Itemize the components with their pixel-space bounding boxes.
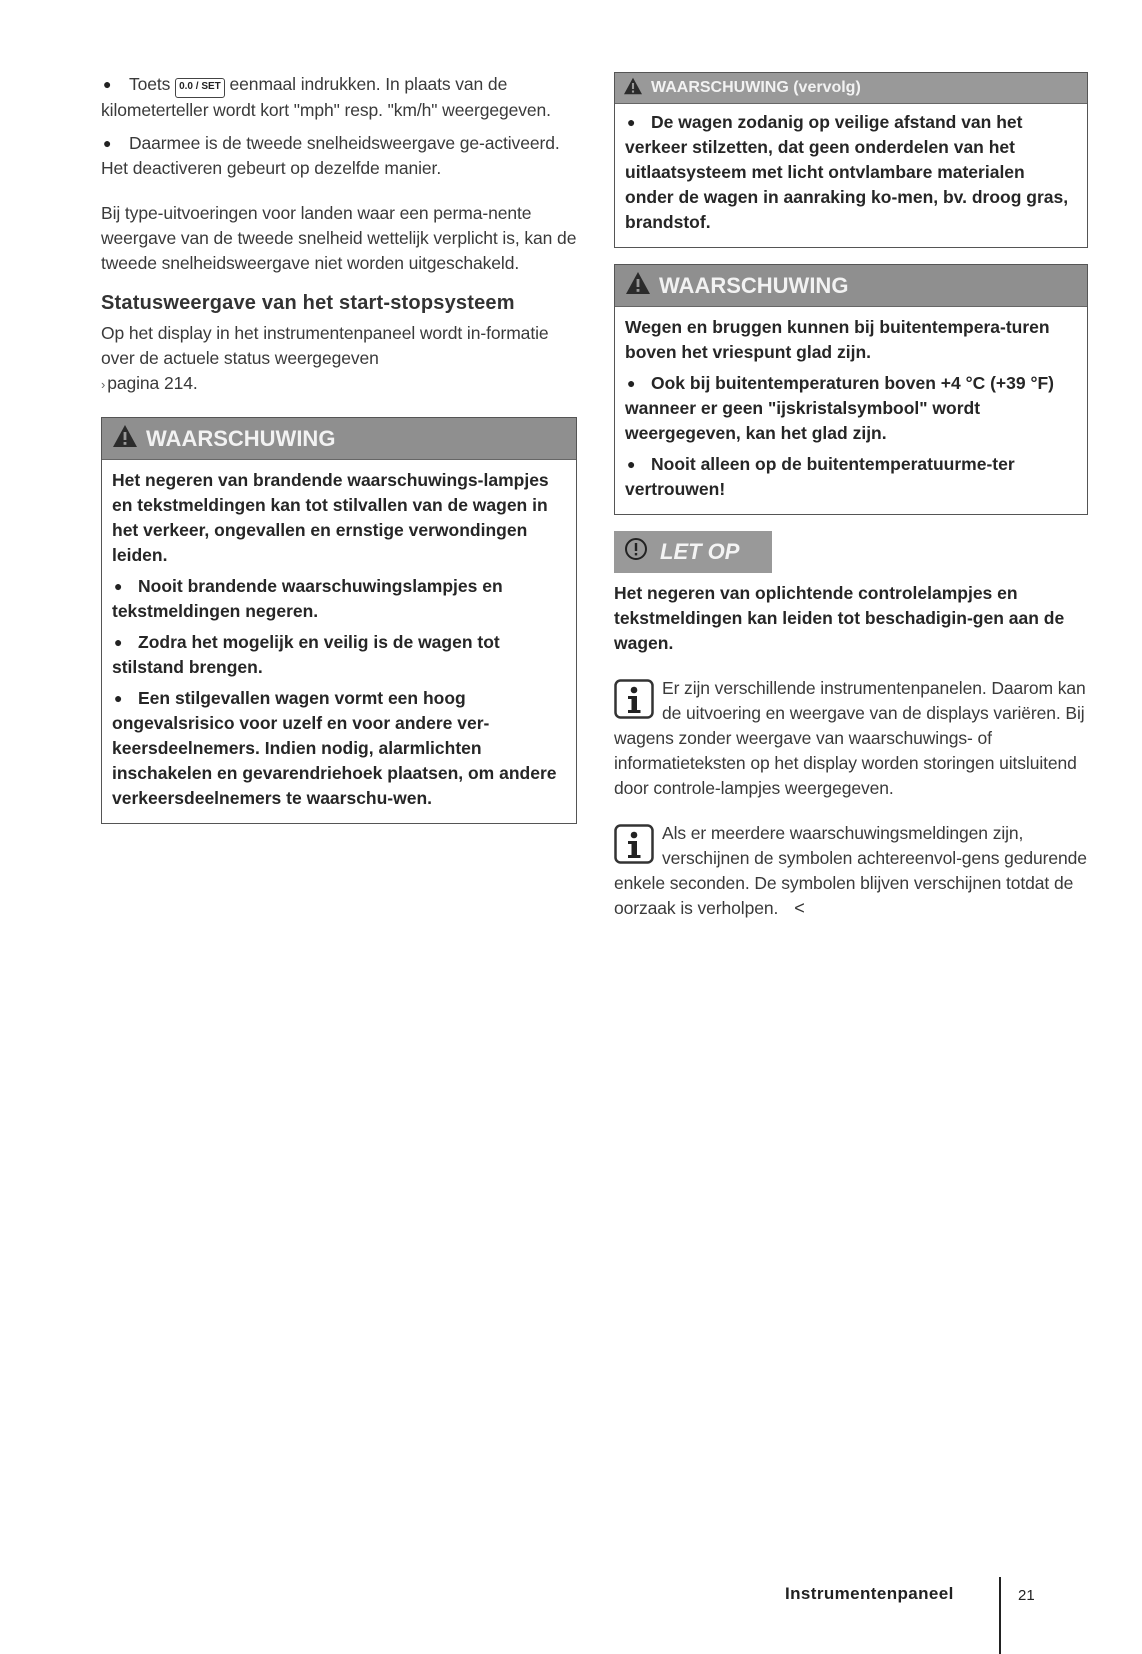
- bullet-toets: [101, 72, 577, 123]
- warning-continued-header: [615, 73, 1087, 104]
- bullet-dot: ●: [627, 375, 636, 391]
- warning-triangle-icon: [112, 424, 138, 454]
- info-text: Als er meerdere waarschuwingsmeldingen zijn, verschijnen de symbolen achtereenvol-gens gedurende enkele seconden. De symbolen blijven verschijnen totdat de oorzaak is verholpen. <: [614, 823, 1087, 918]
- bullet-dot: ●: [114, 634, 123, 650]
- warning-triangle-icon: [625, 271, 651, 301]
- section-heading: Statusweergave van het start-stopsysteem: [101, 292, 515, 314]
- warning-intro: Het negeren van brandende waarschuwings-lampjes en tekstmeldingen kan tot stilvallen van de wagen in het verkeer, ongevallen en ernstige verwondingen leiden.: [112, 470, 549, 565]
- info-text: Er zijn verschillende instrumentenpanelen. Daarom kan de uitvoering en weergave van de displays variëren. Bij wagens zonder weergave van waarschuwings- of informatieteksten op het display worden storingen uitsluitend door controle-lampjes weergegeven.: [614, 678, 1086, 798]
- info-note-multiple-warnings: [614, 821, 1088, 921]
- bullet-activated: [101, 131, 577, 181]
- right-column: [614, 72, 1088, 921]
- letop-title: LET OP: [660, 539, 740, 564]
- warning-continued-box: [614, 72, 1088, 248]
- page-reference-link[interactable]: pagina 214.: [107, 373, 198, 393]
- warning-continued-title: WAARSCHUWING (vervolg): [651, 79, 861, 96]
- bullet-dot: ●: [103, 76, 112, 92]
- left-column: [101, 72, 577, 824]
- letop-notice: [614, 531, 1088, 656]
- status-text: Op het display in het instrumentenpaneel wordt in-formatie over de actuele status weergegeven: [101, 323, 549, 368]
- paragraph-type-versions: Bij type-uitvoeringen voor landen waar een perma-nente weergave van de tweede snelheid wettelijk verplicht is, kan de tweede snelheidsweergave niet worden uitgeschakeld.: [101, 203, 577, 273]
- bullet-dot: ●: [627, 456, 636, 472]
- letop-text: Het negeren van oplichtende controlelampjes en tekstmeldingen kan leiden tot beschadigin-gen aan de wagen.: [614, 583, 1065, 653]
- warning-item: ● Ook bij buitentemperaturen boven +4 °C (+39 °F) wanneer er geen "ijskristalsymbool" wordt weergegeven, kan het glad zijn.: [625, 373, 1054, 443]
- letop-header: [614, 531, 772, 573]
- footer-divider: [999, 1577, 1001, 1654]
- key-set-icon: 0.0 / SET: [175, 78, 225, 98]
- footer-section-title: Instrumentenpaneel: [785, 1584, 954, 1603]
- warning-item: ● De wagen zodanig op veilige afstand van het verkeer stilzetten, dat geen onderdelen van het uitlaatsysteem met licht ontvlambare materialen onder de wagen in aanraking ko-men, bv. droog gras, brandstof.: [625, 112, 1069, 232]
- info-note-panels: [614, 676, 1088, 801]
- info-icon: [614, 679, 654, 724]
- warning-triangle-icon: [623, 77, 643, 100]
- warning-header: [102, 418, 576, 460]
- bullet-dot: ●: [114, 690, 123, 706]
- bullet-text: Toets: [129, 74, 176, 94]
- info-icon: [614, 824, 654, 869]
- warning-item: ● Nooit brandende waarschuwingslampjes en tekstmeldingen negeren.: [112, 576, 503, 621]
- warning-slippery-box: [614, 264, 1088, 515]
- warning-item: ● Zodra het mogelijk en veilig is de wagen tot stilstand brengen.: [112, 632, 500, 677]
- warning-title: WAARSCHUWING: [659, 272, 849, 298]
- xref-arrow-icon: ›: [101, 377, 106, 392]
- bullet-text: eenmaal indrukken. In plaats van de kilometerteller wordt kort "mph" resp. "km/h" weergegeven.: [101, 74, 551, 120]
- bullet-dot: ●: [627, 114, 636, 130]
- status-paragraph: [101, 321, 577, 397]
- section-end-icon: <: [794, 898, 805, 918]
- warning-item: ● Nooit alleen op de buitentemperatuurme-ter vertrouwen!: [625, 454, 1015, 499]
- warning-header: [615, 265, 1087, 307]
- page-number: 21: [1018, 1587, 1035, 1604]
- bullet-dot: ●: [103, 135, 112, 151]
- warning-intro: Wegen en bruggen kunnen bij buitentempera-turen boven het vriespunt glad zijn.: [625, 317, 1050, 362]
- warning-box: [101, 417, 577, 824]
- warning-title: WAARSCHUWING: [146, 425, 336, 451]
- exclamation-circle-icon: [624, 537, 648, 567]
- warning-item: ● Een stilgevallen wagen vormt een hoog ongevalsrisico voor uzelf en voor andere ver-keersdeelnemers. Indien nodig, alarmlichten inschakelen en gevarendriehoek plaatsen, om andere verkeersdeelnemers te waarschu-wen.: [112, 688, 557, 808]
- bullet-dot: ●: [114, 578, 123, 594]
- bullet-text: Daarmee is de tweede snelheidsweergave ge-activeerd. Het deactiveren gebeurt op dezelfde manier.: [101, 133, 560, 178]
